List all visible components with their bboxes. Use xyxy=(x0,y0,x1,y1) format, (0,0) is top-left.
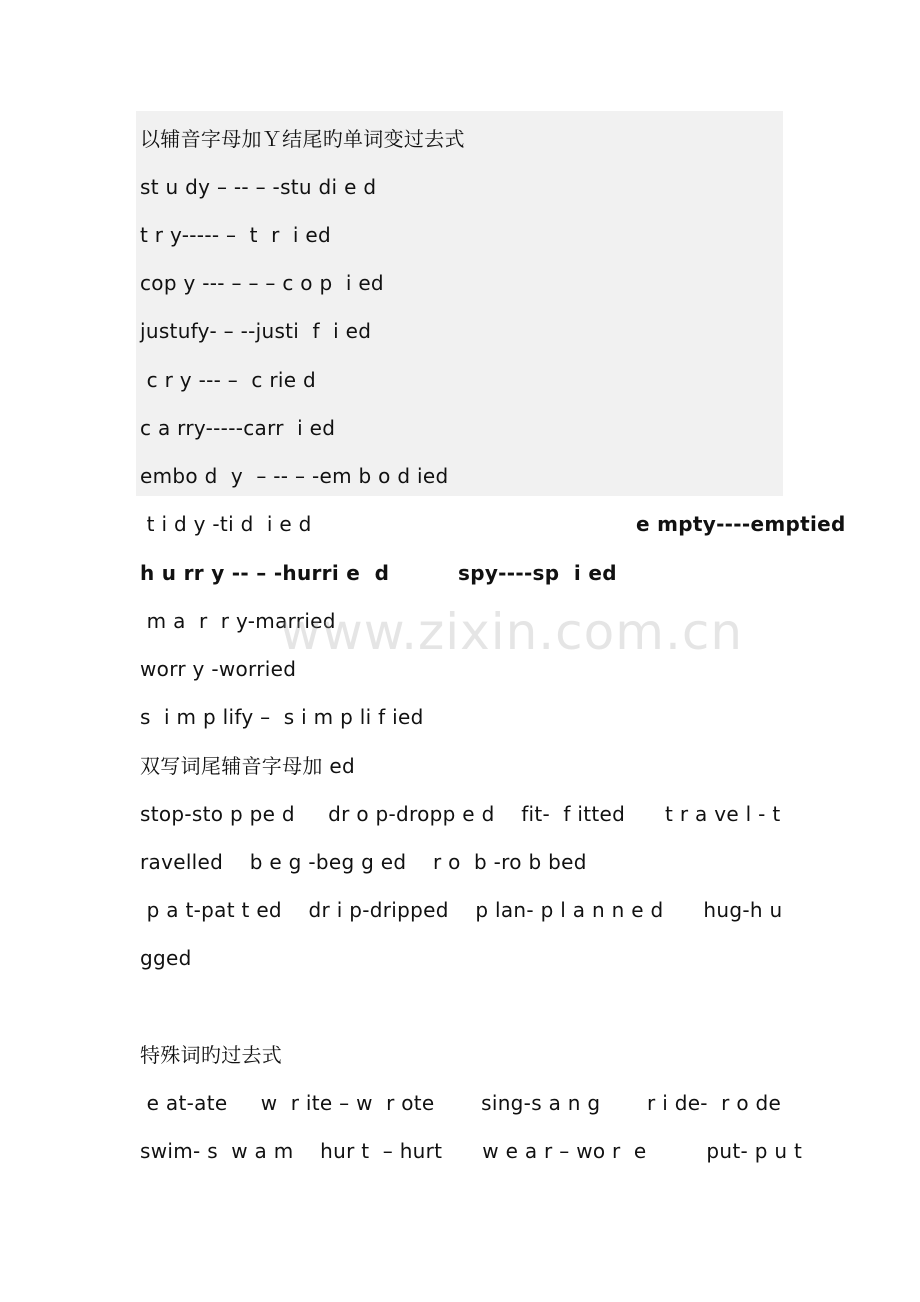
example-hurry: h u rr y -- – -hurri e d xyxy=(140,561,390,585)
heading-special-words: 特殊词旳过去式 xyxy=(140,1043,283,1067)
example-copy: cop y --- – – – c o p i ed xyxy=(140,271,384,295)
example-marry: m a r r y-married xyxy=(140,609,336,633)
example-try: t r y----- – t r i ed xyxy=(140,223,332,247)
example-simplify: s i m p lify – s i m p li f ied xyxy=(140,705,424,729)
example-justify: justufy- – --justi f i ed xyxy=(140,319,372,343)
example-study: st u dy – -- – -stu di e d xyxy=(140,175,377,199)
double-line-3: p a t-pat t ed dr i p-dripped p lan- p l a n n e d hug-h u xyxy=(140,898,783,922)
heading-y-ending: 以辅音字母加Ｙ结尾旳单词变过去式 xyxy=(140,127,465,151)
example-spy: spy----sp i ed xyxy=(458,561,617,585)
example-carry: c a rry-----carr i ed xyxy=(140,416,336,440)
double-line-1: stop-sto p pe d dr o p-dropp e d fit- f itted t r a ve l - t xyxy=(140,802,781,826)
special-line-1: e at-ate w r ite – w r ote sing-s a n g r i de- r o de xyxy=(140,1091,782,1115)
watermark: www.zixin.com.cn xyxy=(280,603,744,661)
heading-double-consonant: 双写词尾辅音字母加 ed xyxy=(140,754,355,778)
example-empty: e mpty----emptied xyxy=(636,512,846,536)
double-line-2: ravelled b e g -beg g ed r o b -ro b bed xyxy=(140,850,587,874)
example-worry: worr y -worried xyxy=(140,657,297,681)
double-line-4: gged xyxy=(140,946,192,970)
example-embody: embo d y – -- – -em b o d ied xyxy=(140,464,449,488)
special-line-2: swim- s w a m hur t – hurt w e a r – wo r e put- p u t xyxy=(140,1139,803,1163)
example-cry: c r y --- – c rie d xyxy=(140,368,316,392)
example-tidy: t i d y -ti d i e d xyxy=(140,512,312,536)
